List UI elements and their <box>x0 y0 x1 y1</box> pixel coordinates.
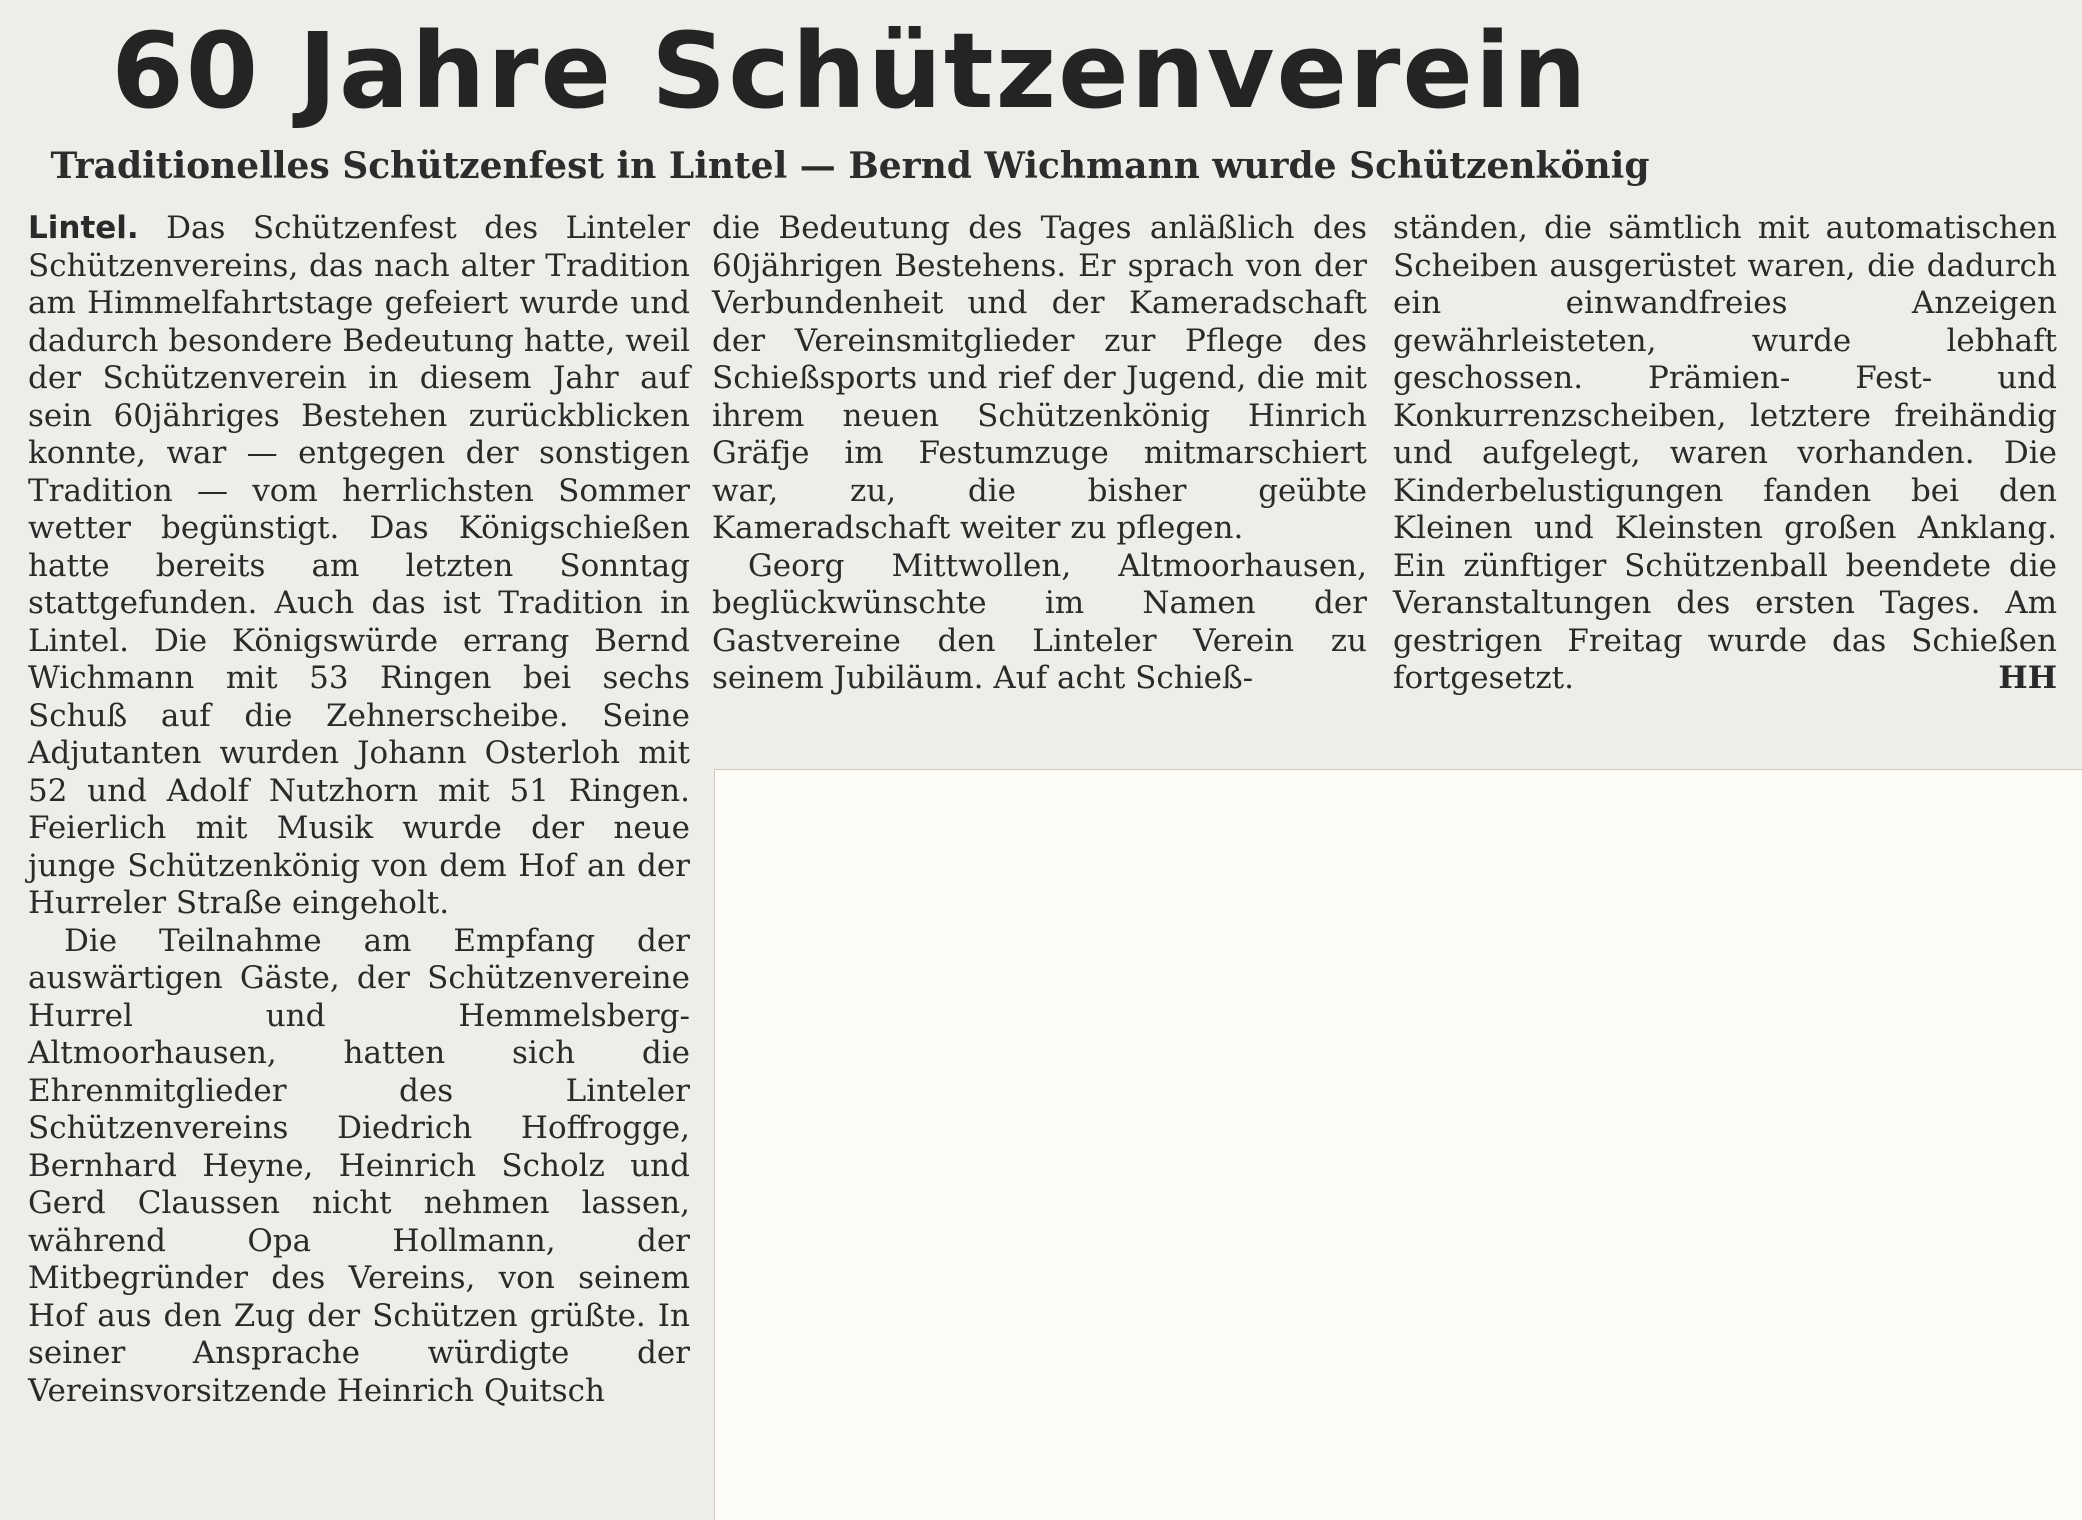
subheadline: Traditionelles Schützenfest in Lintel — Bernd Wichmann wurde Schützenkönig <box>50 145 1650 187</box>
article-column-3 <box>1393 210 2057 698</box>
article-column-1 <box>28 210 690 1410</box>
paragraph: die Bedeutung des Tages anläßlich des 60jährigen Bestehens. Er sprach von der Verbundenheit und der Kameradschaft der Vereinsmitglieder zur Pflege des Schießsports und rief der Jugend, die mit ihrem neuen Schützenkönig Hinrich Gräfje im Festumzuge mitmarschiert war, zu, die bisher geübte Kameradschaft weiter zu pflegen. <box>712 210 1367 546</box>
dateline: Lintel. <box>28 210 139 246</box>
paragraph: Georg Mittwollen, Altmoorhausen, beglückwünschte im Namen der Gastvereine den Linteler Verein zu seinem Jubiläum. Auf acht Schieß- <box>712 547 1367 696</box>
headline: 60 Jahre Schützenverein <box>111 10 1589 132</box>
article-column-2 <box>712 210 1367 698</box>
paragraph <box>28 210 690 923</box>
paragraph: Die Teilnahme am Empfang der auswärtigen Gäste, der Schützenvereine Hurrel und Hemmelsberg-Altmoorhausen, hatten sich die Ehrenmitglieder des Linteler Schützenvereins Diedrich Hoffrogge, Bernhard Heyne, Heinrich Scholz und Gerd Claussen nicht nehmen lassen, während Opa Hollmann, der Mitbegründer des Vereins, von seinem Hof aus den Zug der Schützen grüßte. In seiner Ansprache würdigte der Vereinsvorsitzende Heinrich Quitsch <box>28 922 690 1409</box>
paragraph <box>1393 210 2057 698</box>
author-initials: HH <box>1998 660 2057 696</box>
paragraph-text: ständen, die sämtlich mit automatischen Scheiben ausgerüstet waren, die dadurch ein einwandfreies Anzeigen gewährleisteten, wurde lebhaft geschossen. Prämien- Fest- und Konkurrenzscheiben, letztere freihändig und aufgelegt, waren vorhanden. Die Kinderbelustigungen fanden bei den Kleinen und Kleinsten großen Anklang. Ein zünftiger Schützenball beendete die Veranstaltungen des ersten Tages. Am gestrigen Freitag wurde das Schießen fortgesetzt. <box>1393 210 2057 696</box>
paragraph-text: Das Schützenfest des Linteler Schützenvereins, das nach alter Tradition am Himmelfahrtstage gefeiert wurde und dadurch besondere Bedeutung hatte, weil der Schützenverein in diesem Jahr auf sein 60jähriges Bestehen zurückblicken konnte, war — entgegen der sonstigen Tradition — vom herrlichsten Sommer wetter begünstigt. Das Königschießen hatte bereits am letzten Sonntag stattgefunden. Auch das ist Tradition in Lintel. Die Königswürde errang Bernd Wichmann mit 53 Ringen bei sechs Schuß auf die Zehnerscheibe. Seine Adjutanten wurden Johann Osterloh mit 52 und Adolf Nutzhorn mit 51 Ringen. Feierlich mit Musik wurde der neue junge Schützenkönig von dem Hof an der Hurreler Straße eingeholt. <box>28 210 690 921</box>
